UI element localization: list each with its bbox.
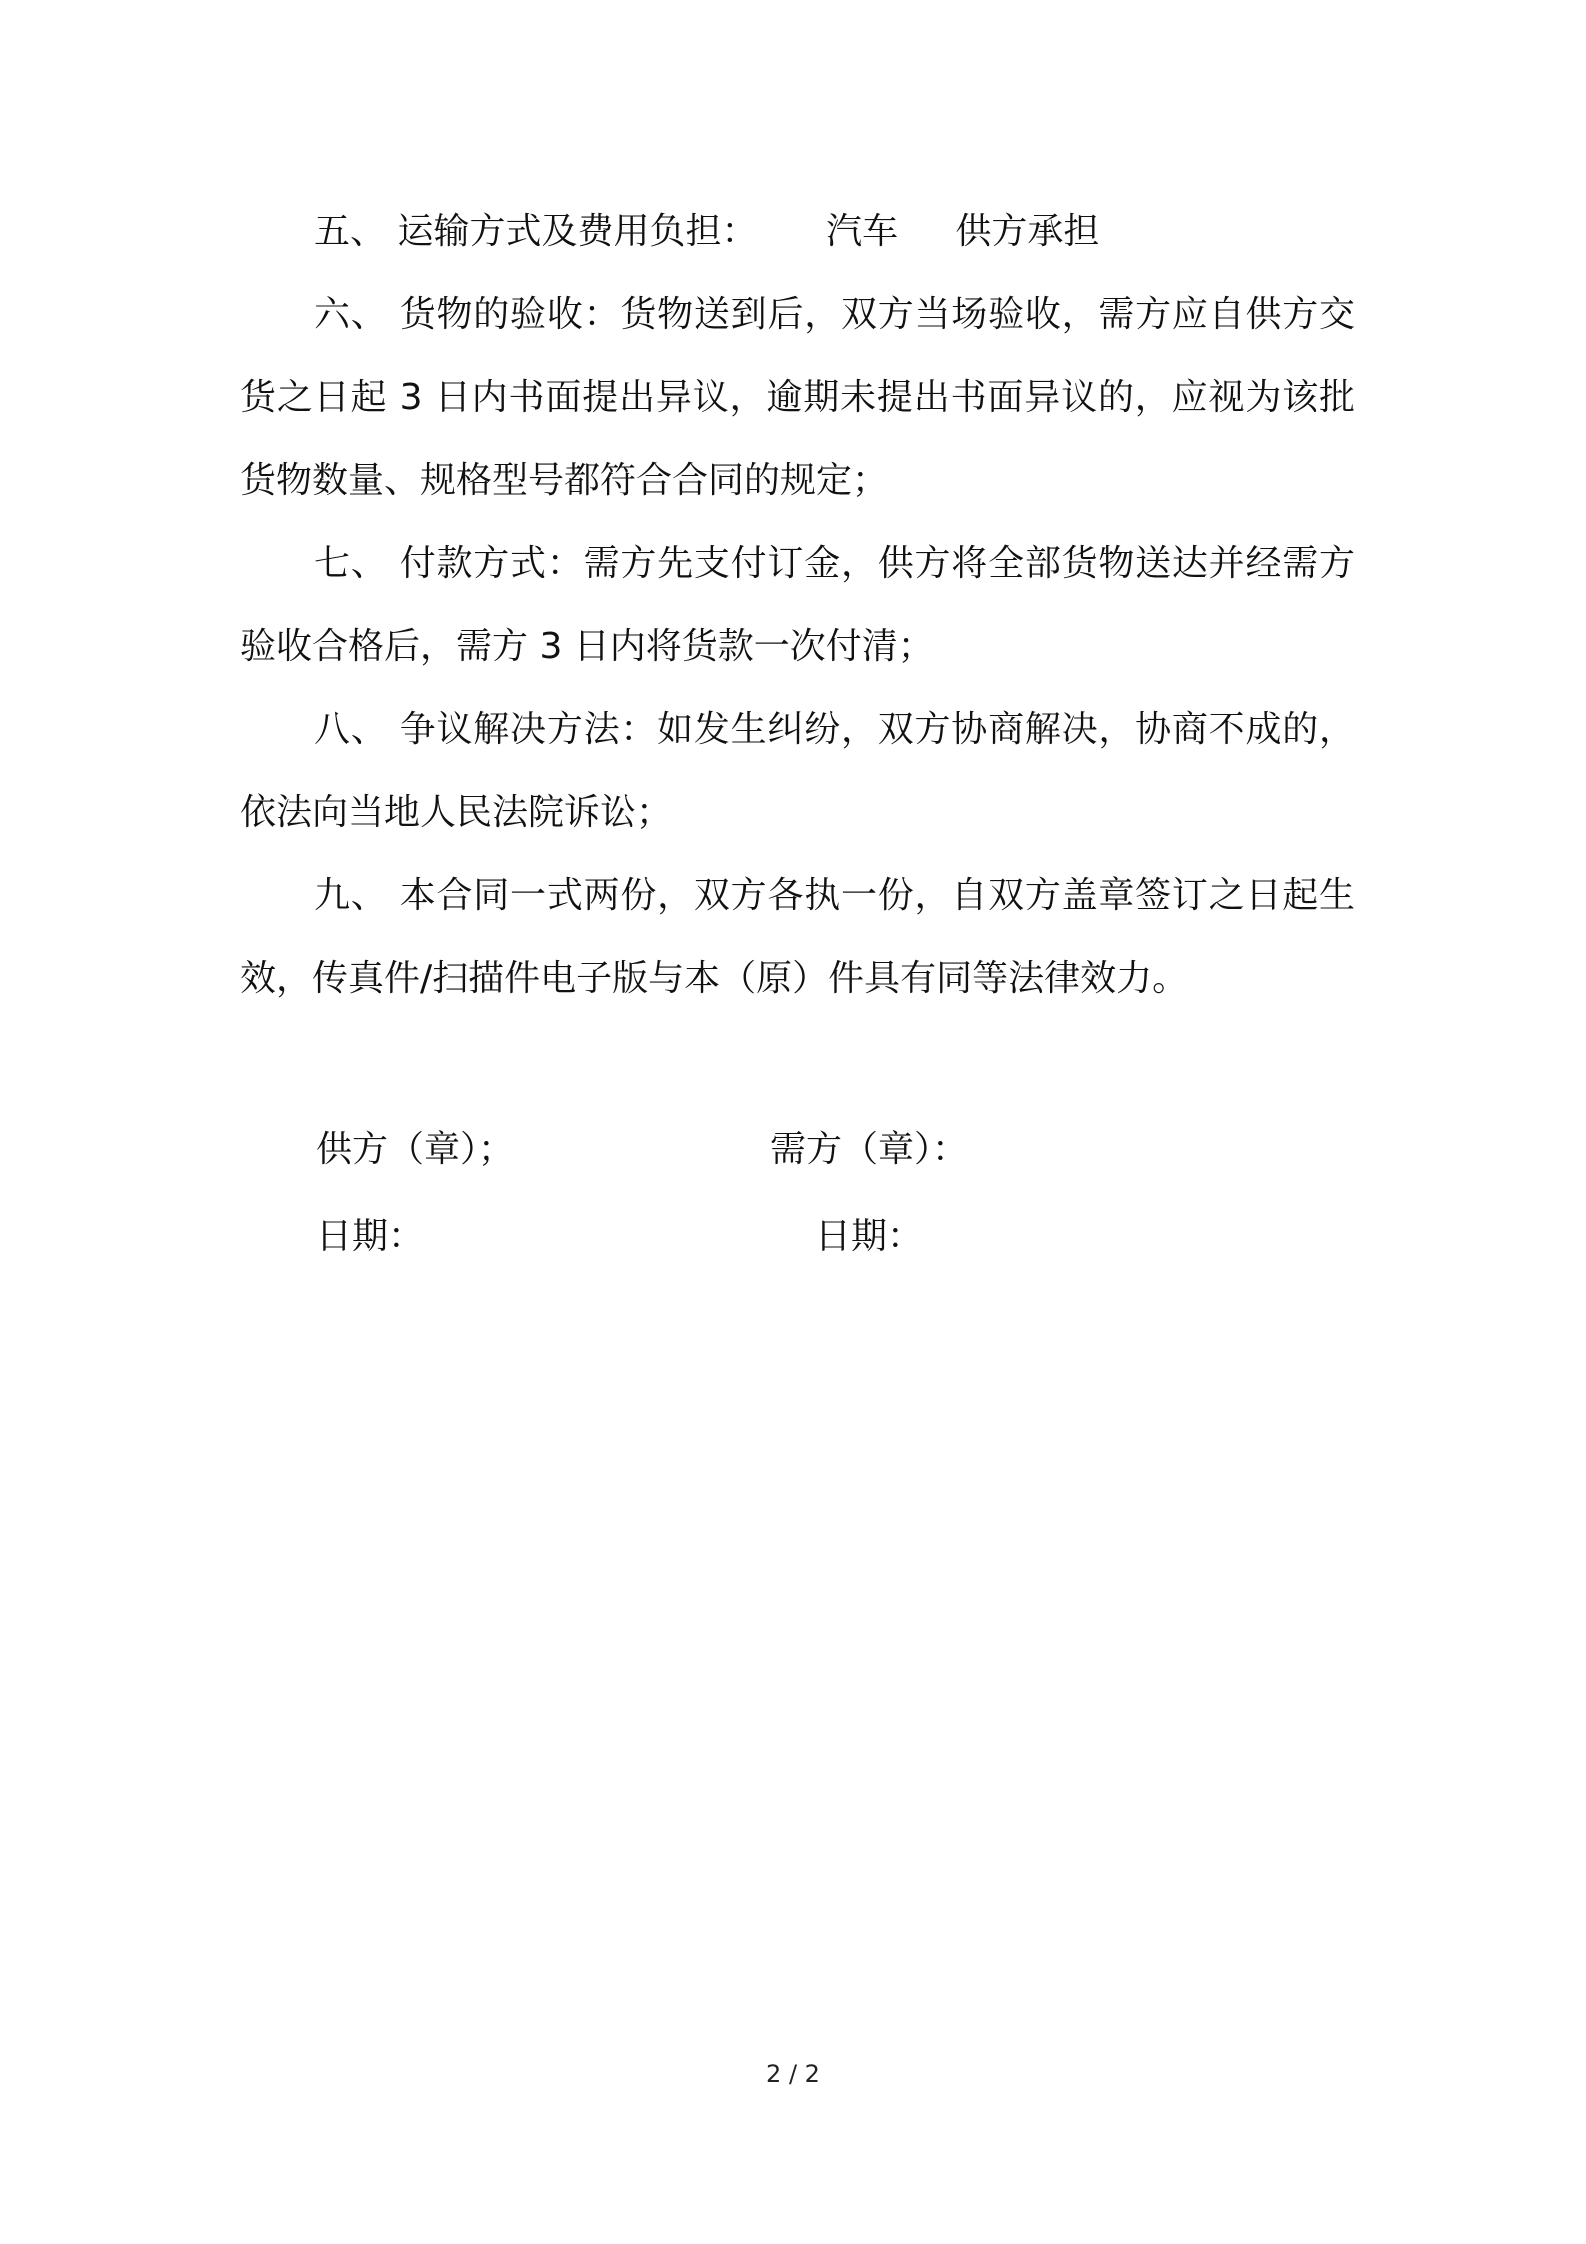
clause-5-cost: 供方承担: [955, 211, 1100, 252]
clause-6-acceptance: 六、 货物的验收：货物送到后，双方当场验收，需方应自供方交货之日起 3 日内书面提出异议，逾期未提出书面异议的，应视为该批货物数量、规格型号都符合合同的规定；: [240, 294, 1355, 501]
clause-9-effect: 九、 本合同一式两份，双方各执一份，自双方盖章签订之日起生效，传真件/扫描件电子版与本（原）件具有同等法律效力。: [240, 875, 1355, 999]
clause-8-dispute: 八、 争议解决方法：如发生纠纷，双方协商解决，协商不成的，依法向当地人民法院诉讼；: [240, 709, 1355, 833]
buyer-date-label: 日期：: [815, 1216, 924, 1257]
buyer-seal-label: 需方（章）：: [770, 1129, 969, 1170]
clause-7-payment: 七、 付款方式：需方先支付订金，供方将全部货物送达并经需方验收合格后，需方 3 日内将货款一次付清；: [240, 543, 1355, 667]
page-number: 2 / 2: [766, 2060, 820, 2088]
supplier-seal-label: 供方（章）；: [316, 1129, 515, 1170]
clause-5-mode: 汽车: [826, 211, 899, 252]
clause-5-heading: 五、 运输方式及费用负担：: [314, 211, 758, 252]
supplier-date-label: 日期：: [316, 1216, 425, 1257]
